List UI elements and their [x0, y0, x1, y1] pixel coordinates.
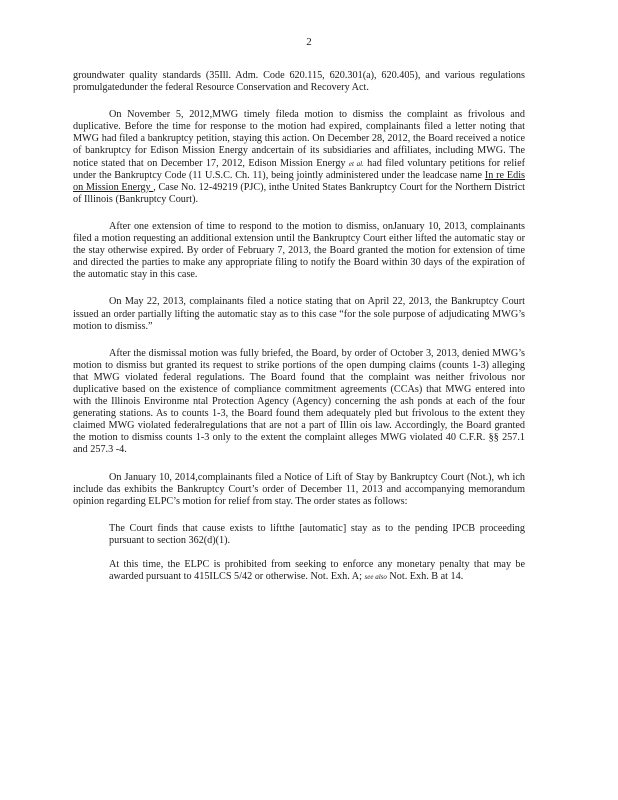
- see-also-text: see also: [364, 573, 387, 582]
- et-al-text: et al.: [348, 159, 364, 168]
- paragraph-text: had filed voluntary petitions for relief under the Bankruptcy Code (11 U.S.C. Ch. 11), being jointly administered under the leadcase name: [73, 157, 525, 181]
- paragraph-extension: After one extension of time to respond to the motion to dismiss, onJanuary 10, 2013, complainants filed a motion requesting an additional extension until the Bankruptcy Court either lifted the automatic stay or the stay otherwise expired. By order of February 7, 2013, the Board granted the motion for extension of time and directed the parties to make any appropriate filing to notify the Board within 30 days of the expiration of the automatic stay in this case.: [73, 220, 525, 281]
- block-quote-2: [109, 559, 525, 583]
- paragraph-notice-lift: On January 10, 2014,complainants filed a Notice of Lift of Stay by Bankruptcy Court (Not.), wh ich include das exhibits the Bankruptcy Court’s order of December 11, 2013 and accompanying memorandum opinion regarding ELPC’s motion for relief from stay. The order states as follows:: [73, 471, 525, 507]
- paragraph-text: On November 5, 2012,MWG timely fileda motion to dismiss the complaint as frivolous and duplicative. Before the time for response to the motion had expired, complainants filed a letter noting that MWG had filed a bankruptcy petition, staying this action. On December 28, 2012, the Board received a notice of bankruptcy for Edison Mission Energy andcertain of its subsidiaries and affiliates, including MWG. The notice stated that on December 17, 2012, Edison Mission Energy: [73, 109, 525, 169]
- paragraph-continuation: groundwater quality standards (35Ill. Adm. Code 620.115, 620.301(a), 620.405), and various regulations promulgatedunder the federal Resource Conservation and Recovery Act.: [73, 70, 525, 94]
- paragraph-stay-lift: On May 22, 2013, complainants filed a notice stating that on April 22, 2013, the Bankruptcy Court issued an order partially lifting the automatic stay as to this case “for the sole purpose of adjudicating MWG’s motion to dismiss.”: [73, 296, 525, 332]
- quote-text: Not. Exh. B at 14.: [386, 571, 464, 583]
- page-number: 2: [306, 36, 312, 48]
- paragraph-text: , Case No. 12-49219 (PJC), inthe United States Bankruptcy Court for the Northern District of Illinois (Bankruptcy Court).: [73, 181, 525, 205]
- quote-text: At this time, the ELPC is prohibited from seeking to enforce any monetary penalty that may be awarded pursuant to 415ILCS 5/42 or otherwise. Not. Exh. A;: [109, 559, 525, 583]
- case-name: In re Edis on Mission Energy: [73, 169, 526, 193]
- paragraph-motion-to-dismiss: [73, 109, 525, 206]
- paragraph-board-order: After the dismissal motion was fully briefed, the Board, by order of October 3, 2013, denied MWG’s motion to dismiss but granted its request to strike portions of the open dumping claims (counts 1-3) alleging that MWG violated federal regulations. The Board found that the complaint was neither frivolous nor duplicative based on the existence of compliance commitment agreements (CCAs) that MWG entered into with the Illinois Environme ntal Protection Agency (Agency) concerning the ash ponds at each of the four generating stations. As to counts 1-3, the Board found them adequately pled but frivolous to the extent they claimed MWG violated federalregulations that are not a part of Illin ois law. Accordingly, the Board granted the motion to dismiss counts 1-3 only to the extent the complaint alleges MWG violated 40 C.F.R. §§ 257.1 and 257.3 -4.: [73, 347, 525, 456]
- document-body: [73, 70, 525, 595]
- block-quote-1: The Court finds that cause exists to liftthe [automatic] stay as to the pending IPCB proceeding pursuant to section 362(d)(1).: [109, 522, 525, 546]
